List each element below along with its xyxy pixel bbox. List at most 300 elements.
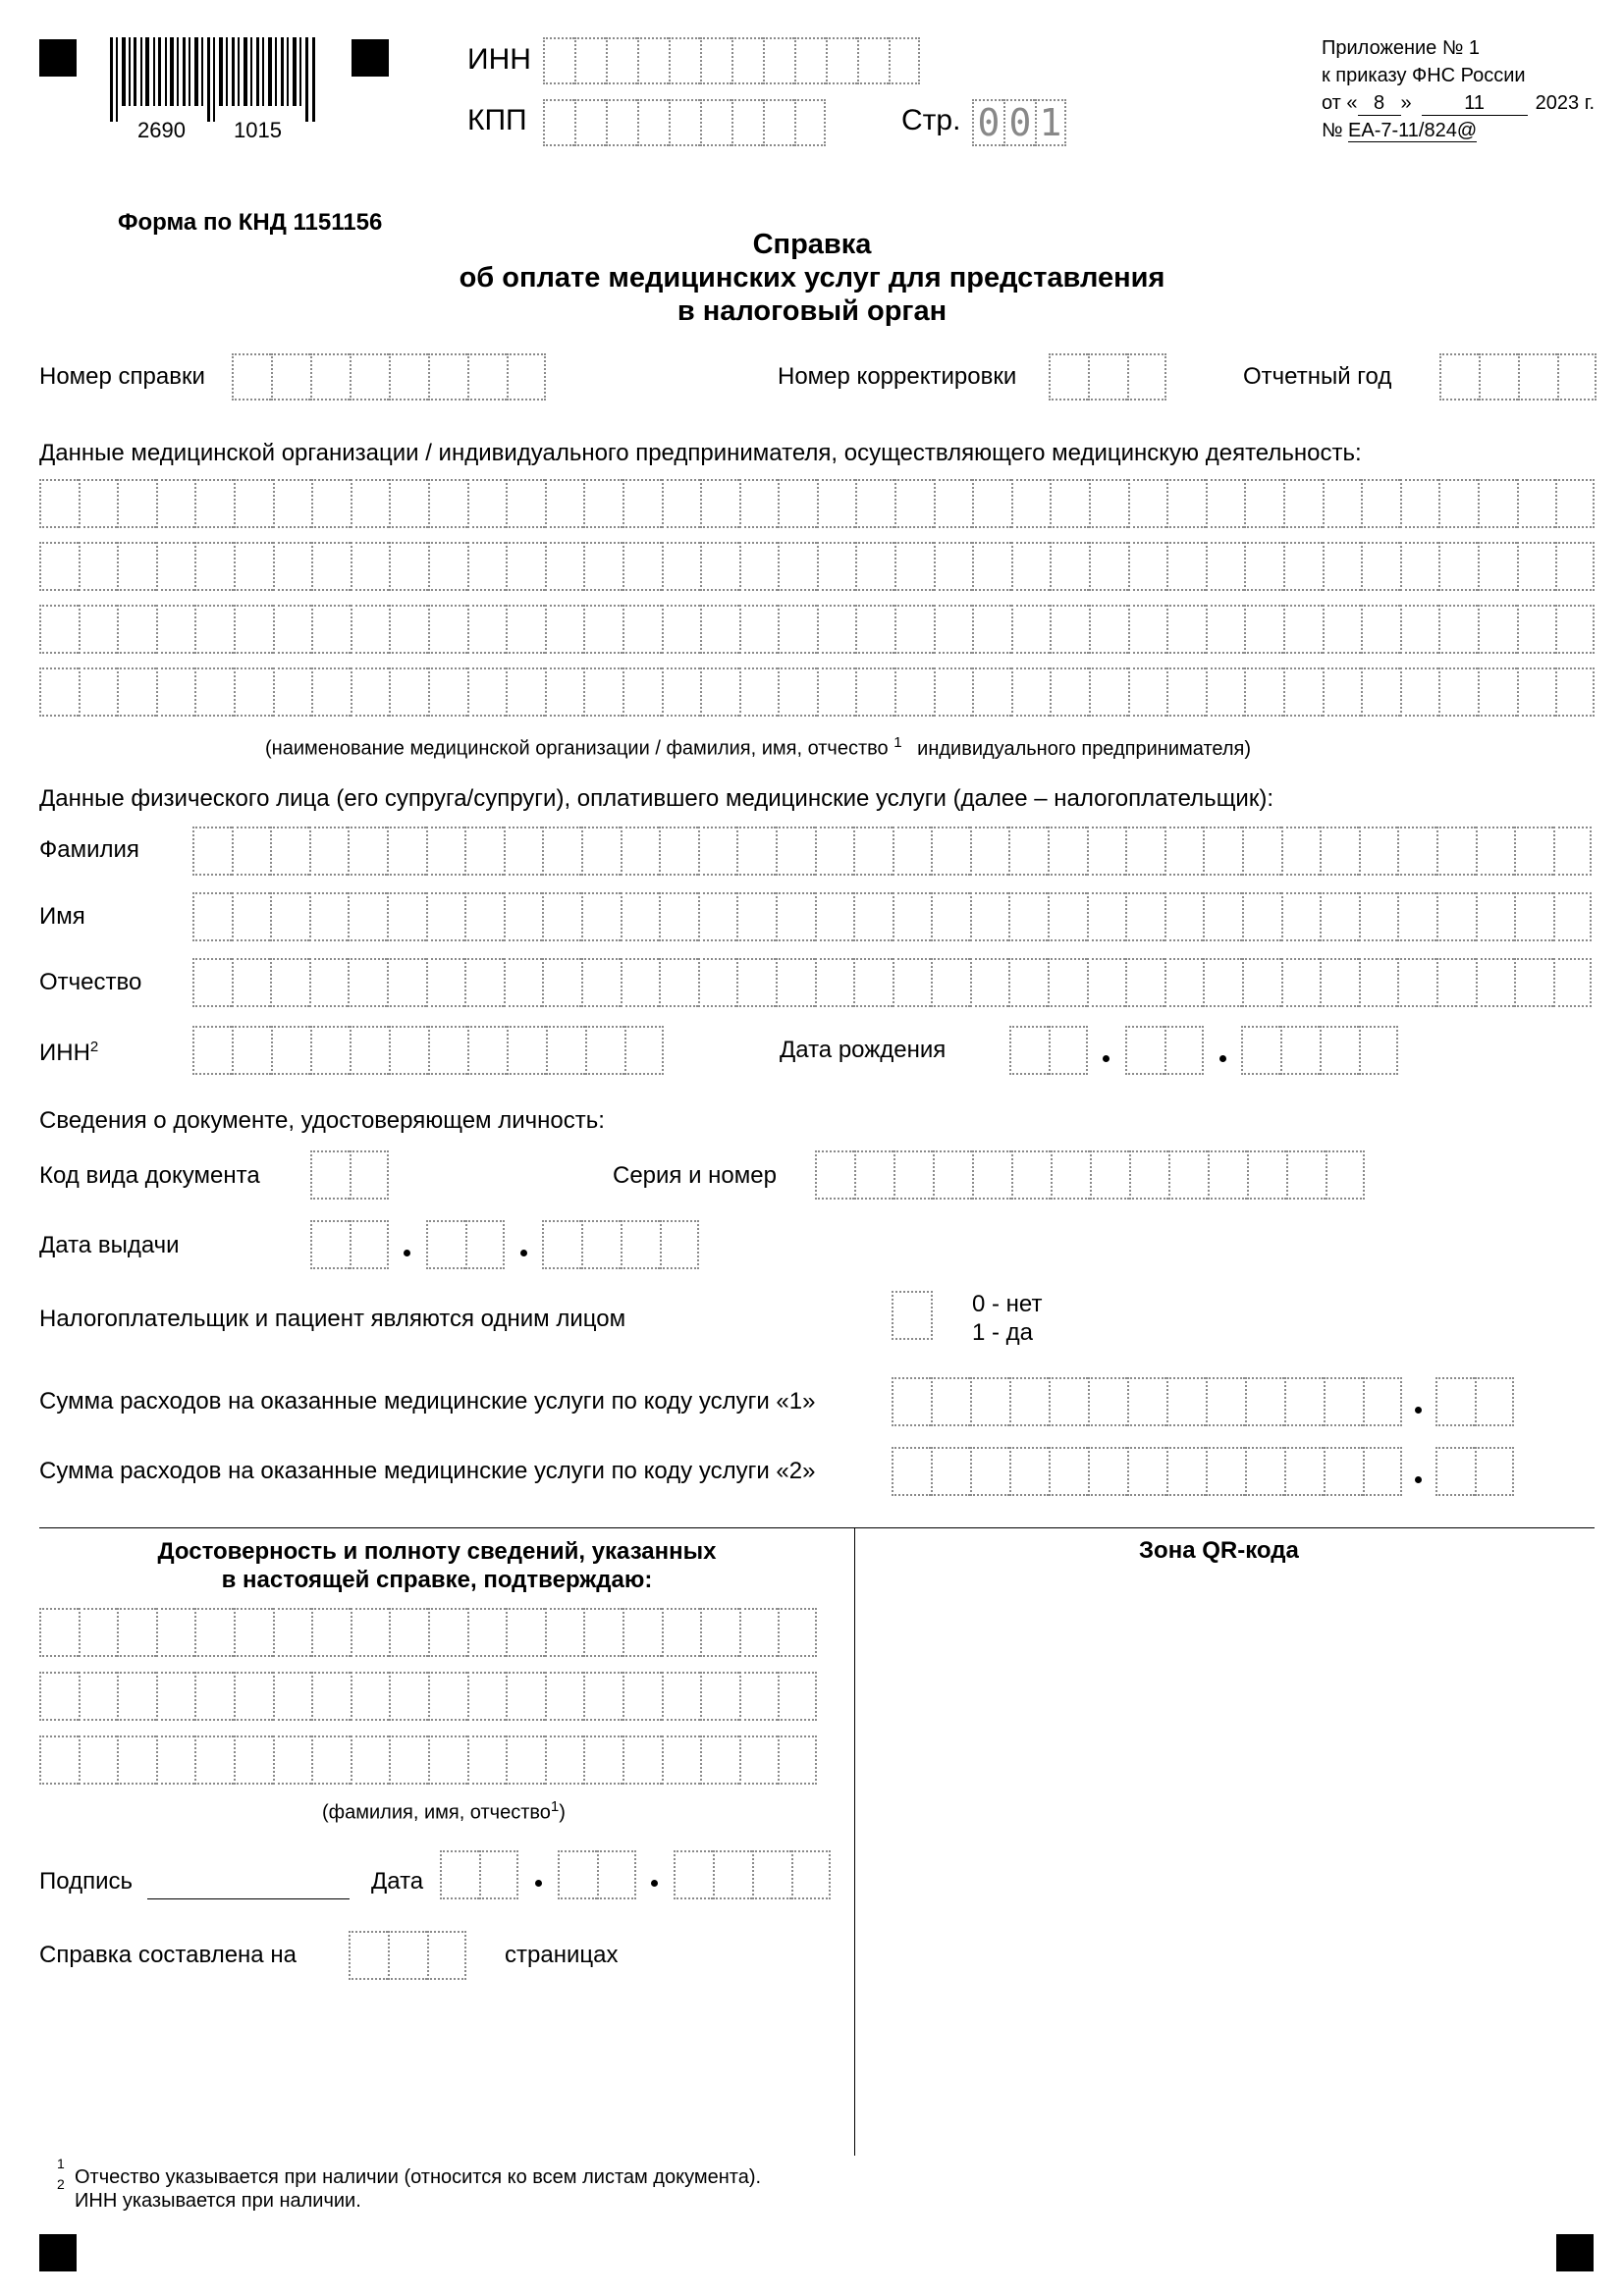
- input-cell[interactable]: [1050, 667, 1089, 717]
- input-cell[interactable]: [311, 1735, 351, 1785]
- input-cell[interactable]: [1400, 667, 1439, 717]
- input-cell[interactable]: [348, 827, 387, 876]
- input-cell[interactable]: [428, 667, 467, 717]
- sum-code-1-rubles[interactable]: [892, 1377, 1402, 1426]
- input-cell[interactable]: [351, 1672, 390, 1721]
- input-cell[interactable]: [931, 827, 970, 876]
- input-cell[interactable]: [1203, 827, 1242, 876]
- input-cell[interactable]: [506, 1735, 545, 1785]
- input-cell[interactable]: [234, 667, 273, 717]
- input-cell[interactable]: [1438, 542, 1478, 591]
- input-cell[interactable]: [273, 542, 312, 591]
- input-cell[interactable]: [1361, 542, 1400, 591]
- input-cell[interactable]: [583, 1735, 623, 1785]
- input-cell[interactable]: [542, 958, 581, 1007]
- input-cell[interactable]: [464, 892, 504, 941]
- input-cell[interactable]: [545, 542, 584, 591]
- input-cell[interactable]: [389, 479, 428, 528]
- input-cell[interactable]: [545, 605, 584, 654]
- input-cell[interactable]: [934, 667, 973, 717]
- input-cell[interactable]: [662, 605, 701, 654]
- input-cell[interactable]: [659, 958, 698, 1007]
- input-cell[interactable]: [1128, 542, 1167, 591]
- input-cell[interactable]: [1242, 892, 1281, 941]
- input-cell[interactable]: [1244, 542, 1283, 591]
- input-cell[interactable]: [273, 667, 312, 717]
- input-cell[interactable]: [855, 542, 894, 591]
- same-person-cell[interactable]: [892, 1291, 933, 1340]
- input-cell[interactable]: [778, 1672, 817, 1721]
- input-cell[interactable]: [736, 827, 776, 876]
- input-cell[interactable]: [467, 542, 507, 591]
- input-cell[interactable]: [1517, 542, 1556, 591]
- sign-day-cells[interactable]: [440, 1850, 518, 1899]
- pages-count-cells[interactable]: [349, 1931, 466, 1980]
- input-cell[interactable]: [156, 605, 195, 654]
- input-cell[interactable]: [234, 1608, 273, 1657]
- input-cell[interactable]: [623, 1735, 662, 1785]
- input-cell[interactable]: [1244, 479, 1283, 528]
- input-cell[interactable]: [1553, 958, 1593, 1007]
- input-cell[interactable]: [659, 892, 698, 941]
- input-cell[interactable]: [698, 827, 737, 876]
- input-cell[interactable]: [389, 1608, 428, 1657]
- input-cell[interactable]: [234, 542, 273, 591]
- input-cell[interactable]: [39, 667, 79, 717]
- input-cell[interactable]: [192, 827, 232, 876]
- input-cell[interactable]: [506, 1672, 545, 1721]
- input-cell[interactable]: [156, 1608, 195, 1657]
- doc-series-cells[interactable]: [815, 1150, 1365, 1200]
- input-cell[interactable]: [931, 958, 970, 1007]
- input-cell[interactable]: [1164, 892, 1204, 941]
- input-cell[interactable]: [1242, 827, 1281, 876]
- input-cell[interactable]: [79, 1608, 118, 1657]
- input-cell[interactable]: [273, 1672, 312, 1721]
- input-cell[interactable]: [39, 542, 79, 591]
- input-cell[interactable]: [117, 1672, 156, 1721]
- input-cell[interactable]: [815, 827, 854, 876]
- input-cell[interactable]: [778, 1608, 817, 1657]
- input-cell[interactable]: [1555, 542, 1595, 591]
- input-cell[interactable]: [117, 542, 156, 591]
- input-cell[interactable]: [428, 1735, 467, 1785]
- input-cell[interactable]: [506, 1608, 545, 1657]
- input-cell[interactable]: [817, 479, 856, 528]
- input-cell[interactable]: [700, 667, 739, 717]
- input-cell[interactable]: [309, 892, 349, 941]
- report-year-cells[interactable]: [1439, 353, 1597, 400]
- input-cell[interactable]: [972, 479, 1011, 528]
- header-kpp-cells[interactable]: [543, 99, 826, 146]
- input-cell[interactable]: [1089, 667, 1128, 717]
- input-cell[interactable]: [1242, 958, 1281, 1007]
- input-cell[interactable]: [739, 542, 779, 591]
- input-cell[interactable]: [662, 1672, 701, 1721]
- input-cell[interactable]: [1361, 605, 1400, 654]
- input-cell[interactable]: [270, 827, 309, 876]
- birth-month-cells[interactable]: [1125, 1026, 1204, 1075]
- input-cell[interactable]: [79, 1672, 118, 1721]
- input-cell[interactable]: [194, 1608, 234, 1657]
- input-cell[interactable]: [1517, 605, 1556, 654]
- input-cell[interactable]: [467, 1735, 507, 1785]
- input-cell[interactable]: [1476, 958, 1515, 1007]
- org-name-row-4[interactable]: [39, 667, 1595, 717]
- input-cell[interactable]: [662, 667, 701, 717]
- input-cell[interactable]: [1008, 827, 1048, 876]
- input-cell[interactable]: [1283, 605, 1323, 654]
- input-cell[interactable]: [623, 605, 662, 654]
- input-cell[interactable]: [659, 827, 698, 876]
- input-cell[interactable]: [234, 1672, 273, 1721]
- input-cell[interactable]: [817, 542, 856, 591]
- input-cell[interactable]: [1400, 542, 1439, 591]
- input-cell[interactable]: [504, 958, 543, 1007]
- surname-cells[interactable]: [192, 827, 1592, 876]
- input-cell[interactable]: [623, 1608, 662, 1657]
- input-cell[interactable]: [1323, 605, 1362, 654]
- input-cell[interactable]: [1166, 667, 1206, 717]
- input-cell[interactable]: [778, 542, 817, 591]
- input-cell[interactable]: [1206, 667, 1245, 717]
- input-cell[interactable]: [1281, 892, 1321, 941]
- input-cell[interactable]: [1517, 479, 1556, 528]
- input-cell[interactable]: [893, 892, 932, 941]
- input-cell[interactable]: [192, 892, 232, 941]
- input-cell[interactable]: [776, 827, 815, 876]
- input-cell[interactable]: [1553, 827, 1593, 876]
- name-cells[interactable]: [192, 892, 1592, 941]
- sum-code-1-kopecks[interactable]: [1435, 1377, 1514, 1426]
- input-cell[interactable]: [1320, 827, 1359, 876]
- correction-number-cells[interactable]: [1049, 353, 1166, 400]
- input-cell[interactable]: [1436, 958, 1476, 1007]
- input-cell[interactable]: [232, 958, 271, 1007]
- input-cell[interactable]: [194, 479, 234, 528]
- input-cell[interactable]: [192, 958, 232, 1007]
- header-inn-cells[interactable]: [543, 37, 920, 84]
- input-cell[interactable]: [739, 1735, 779, 1785]
- input-cell[interactable]: [621, 958, 660, 1007]
- input-cell[interactable]: [504, 892, 543, 941]
- input-cell[interactable]: [1359, 892, 1398, 941]
- input-cell[interactable]: [972, 605, 1011, 654]
- input-cell[interactable]: [542, 892, 581, 941]
- input-cell[interactable]: [542, 827, 581, 876]
- input-cell[interactable]: [583, 479, 623, 528]
- input-cell[interactable]: [389, 667, 428, 717]
- input-cell[interactable]: [1087, 958, 1126, 1007]
- input-cell[interactable]: [426, 958, 465, 1007]
- org-name-row-1[interactable]: [39, 479, 1595, 528]
- input-cell[interactable]: [1283, 479, 1323, 528]
- input-cell[interactable]: [1166, 479, 1206, 528]
- input-cell[interactable]: [194, 1735, 234, 1785]
- input-cell[interactable]: [1244, 667, 1283, 717]
- input-cell[interactable]: [1361, 479, 1400, 528]
- input-cell[interactable]: [194, 605, 234, 654]
- input-cell[interactable]: [1553, 892, 1593, 941]
- input-cell[interactable]: [428, 542, 467, 591]
- input-cell[interactable]: [700, 605, 739, 654]
- confirm-name-row-3[interactable]: [39, 1735, 817, 1785]
- input-cell[interactable]: [545, 1608, 584, 1657]
- input-cell[interactable]: [464, 958, 504, 1007]
- input-cell[interactable]: [1128, 605, 1167, 654]
- input-cell[interactable]: [79, 667, 118, 717]
- org-name-row-2[interactable]: [39, 542, 1595, 591]
- input-cell[interactable]: [467, 479, 507, 528]
- input-cell[interactable]: [467, 1672, 507, 1721]
- input-cell[interactable]: [1125, 892, 1164, 941]
- input-cell[interactable]: [621, 827, 660, 876]
- input-cell[interactable]: [1206, 605, 1245, 654]
- input-cell[interactable]: [273, 479, 312, 528]
- patronymic-cells[interactable]: [192, 958, 1592, 1007]
- input-cell[interactable]: [1478, 605, 1517, 654]
- input-cell[interactable]: [234, 605, 273, 654]
- input-cell[interactable]: [662, 479, 701, 528]
- input-cell[interactable]: [1048, 892, 1087, 941]
- input-cell[interactable]: [39, 1608, 79, 1657]
- input-cell[interactable]: [79, 542, 118, 591]
- input-cell[interactable]: [662, 542, 701, 591]
- input-cell[interactable]: [1438, 605, 1478, 654]
- input-cell[interactable]: [194, 1672, 234, 1721]
- input-cell[interactable]: [351, 605, 390, 654]
- input-cell[interactable]: [623, 1672, 662, 1721]
- input-cell[interactable]: [1555, 667, 1595, 717]
- input-cell[interactable]: [117, 1735, 156, 1785]
- input-cell[interactable]: [387, 958, 426, 1007]
- input-cell[interactable]: [581, 892, 621, 941]
- input-cell[interactable]: [1476, 827, 1515, 876]
- input-cell[interactable]: [1320, 892, 1359, 941]
- input-cell[interactable]: [270, 958, 309, 1007]
- input-cell[interactable]: [698, 892, 737, 941]
- input-cell[interactable]: [309, 958, 349, 1007]
- input-cell[interactable]: [1283, 542, 1323, 591]
- input-cell[interactable]: [351, 479, 390, 528]
- input-cell[interactable]: [1438, 667, 1478, 717]
- input-cell[interactable]: [311, 667, 351, 717]
- input-cell[interactable]: [1323, 542, 1362, 591]
- input-cell[interactable]: [1397, 892, 1436, 941]
- input-cell[interactable]: [893, 958, 932, 1007]
- input-cell[interactable]: [1397, 827, 1436, 876]
- input-cell[interactable]: [739, 1608, 779, 1657]
- input-cell[interactable]: [1555, 605, 1595, 654]
- input-cell[interactable]: [1050, 479, 1089, 528]
- input-cell[interactable]: [1128, 667, 1167, 717]
- input-cell[interactable]: [1008, 892, 1048, 941]
- input-cell[interactable]: [583, 1608, 623, 1657]
- input-cell[interactable]: [934, 479, 973, 528]
- input-cell[interactable]: [1517, 667, 1556, 717]
- input-cell[interactable]: [739, 479, 779, 528]
- input-cell[interactable]: [1359, 827, 1398, 876]
- input-cell[interactable]: [428, 1672, 467, 1721]
- input-cell[interactable]: [1359, 958, 1398, 1007]
- input-cell[interactable]: [467, 667, 507, 717]
- input-cell[interactable]: [39, 1672, 79, 1721]
- input-cell[interactable]: [387, 892, 426, 941]
- input-cell[interactable]: [894, 542, 934, 591]
- input-cell[interactable]: [389, 1672, 428, 1721]
- input-cell[interactable]: [1555, 479, 1595, 528]
- input-cell[interactable]: [1320, 958, 1359, 1007]
- input-cell[interactable]: [934, 605, 973, 654]
- input-cell[interactable]: [467, 605, 507, 654]
- input-cell[interactable]: [504, 827, 543, 876]
- input-cell[interactable]: [348, 958, 387, 1007]
- input-cell[interactable]: [623, 479, 662, 528]
- input-cell[interactable]: [39, 1735, 79, 1785]
- input-cell[interactable]: [234, 1735, 273, 1785]
- input-cell[interactable]: [1050, 542, 1089, 591]
- input-cell[interactable]: [79, 479, 118, 528]
- input-cell[interactable]: [1125, 958, 1164, 1007]
- input-cell[interactable]: [1514, 958, 1553, 1007]
- input-cell[interactable]: [156, 1672, 195, 1721]
- input-cell[interactable]: [545, 667, 584, 717]
- input-cell[interactable]: [698, 958, 737, 1007]
- input-cell[interactable]: [428, 605, 467, 654]
- input-cell[interactable]: [1478, 542, 1517, 591]
- certificate-number-cells[interactable]: [232, 353, 546, 400]
- input-cell[interactable]: [776, 958, 815, 1007]
- input-cell[interactable]: [776, 892, 815, 941]
- input-cell[interactable]: [1478, 479, 1517, 528]
- input-cell[interactable]: [1206, 479, 1245, 528]
- input-cell[interactable]: [1011, 542, 1051, 591]
- input-cell[interactable]: [817, 605, 856, 654]
- input-cell[interactable]: [778, 605, 817, 654]
- input-cell[interactable]: [545, 1735, 584, 1785]
- input-cell[interactable]: [778, 667, 817, 717]
- input-cell[interactable]: [1008, 958, 1048, 1007]
- input-cell[interactable]: [389, 605, 428, 654]
- input-cell[interactable]: [894, 667, 934, 717]
- input-cell[interactable]: [273, 605, 312, 654]
- input-cell[interactable]: [581, 958, 621, 1007]
- input-cell[interactable]: [1125, 827, 1164, 876]
- signature-line[interactable]: [147, 1898, 350, 1899]
- input-cell[interactable]: [855, 479, 894, 528]
- input-cell[interactable]: [855, 605, 894, 654]
- input-cell[interactable]: [232, 892, 271, 941]
- input-cell[interactable]: [428, 1608, 467, 1657]
- input-cell[interactable]: [156, 479, 195, 528]
- input-cell[interactable]: [467, 1608, 507, 1657]
- input-cell[interactable]: [117, 667, 156, 717]
- input-cell[interactable]: [739, 605, 779, 654]
- input-cell[interactable]: [1203, 958, 1242, 1007]
- input-cell[interactable]: [426, 827, 465, 876]
- input-cell[interactable]: [815, 892, 854, 941]
- input-cell[interactable]: [700, 479, 739, 528]
- input-cell[interactable]: [817, 667, 856, 717]
- confirm-name-row-1[interactable]: [39, 1608, 817, 1657]
- input-cell[interactable]: [117, 1608, 156, 1657]
- input-cell[interactable]: [583, 542, 623, 591]
- input-cell[interactable]: [351, 1608, 390, 1657]
- sign-month-cells[interactable]: [558, 1850, 636, 1899]
- org-name-row-3[interactable]: [39, 605, 1595, 654]
- input-cell[interactable]: [972, 667, 1011, 717]
- input-cell[interactable]: [311, 605, 351, 654]
- birth-year-cells[interactable]: [1241, 1026, 1398, 1075]
- input-cell[interactable]: [583, 1672, 623, 1721]
- input-cell[interactable]: [1011, 479, 1051, 528]
- input-cell[interactable]: [234, 479, 273, 528]
- input-cell[interactable]: [1436, 892, 1476, 941]
- input-cell[interactable]: [39, 605, 79, 654]
- input-cell[interactable]: [739, 1672, 779, 1721]
- input-cell[interactable]: [1323, 479, 1362, 528]
- input-cell[interactable]: [506, 479, 545, 528]
- input-cell[interactable]: [1400, 605, 1439, 654]
- input-cell[interactable]: [1323, 667, 1362, 717]
- input-cell[interactable]: [893, 827, 932, 876]
- input-cell[interactable]: [117, 479, 156, 528]
- input-cell[interactable]: [894, 605, 934, 654]
- input-cell[interactable]: [853, 827, 893, 876]
- input-cell[interactable]: [1048, 827, 1087, 876]
- input-cell[interactable]: [1283, 667, 1323, 717]
- input-cell[interactable]: [311, 479, 351, 528]
- input-cell[interactable]: [1011, 667, 1051, 717]
- input-cell[interactable]: [506, 667, 545, 717]
- input-cell[interactable]: [311, 1608, 351, 1657]
- input-cell[interactable]: [311, 542, 351, 591]
- input-cell[interactable]: [1514, 892, 1553, 941]
- input-cell[interactable]: [1281, 827, 1321, 876]
- input-cell[interactable]: [1089, 479, 1128, 528]
- input-cell[interactable]: [232, 827, 271, 876]
- input-cell[interactable]: [387, 827, 426, 876]
- input-cell[interactable]: [506, 605, 545, 654]
- input-cell[interactable]: [389, 1735, 428, 1785]
- input-cell[interactable]: [1011, 605, 1051, 654]
- input-cell[interactable]: [1514, 827, 1553, 876]
- input-cell[interactable]: [583, 605, 623, 654]
- input-cell[interactable]: [1436, 827, 1476, 876]
- input-cell[interactable]: [156, 542, 195, 591]
- sign-year-cells[interactable]: [674, 1850, 831, 1899]
- input-cell[interactable]: [389, 542, 428, 591]
- input-cell[interactable]: [855, 667, 894, 717]
- input-cell[interactable]: [1166, 542, 1206, 591]
- input-cell[interactable]: [1478, 667, 1517, 717]
- input-cell[interactable]: [623, 667, 662, 717]
- input-cell[interactable]: [1203, 892, 1242, 941]
- input-cell[interactable]: [700, 1672, 739, 1721]
- input-cell[interactable]: [970, 892, 1009, 941]
- input-cell[interactable]: [270, 892, 309, 941]
- doc-code-cells[interactable]: [310, 1150, 389, 1200]
- input-cell[interactable]: [545, 1672, 584, 1721]
- input-cell[interactable]: [1087, 827, 1126, 876]
- input-cell[interactable]: [970, 958, 1009, 1007]
- input-cell[interactable]: [778, 479, 817, 528]
- input-cell[interactable]: [1397, 958, 1436, 1007]
- input-cell[interactable]: [273, 1735, 312, 1785]
- input-cell[interactable]: [1089, 605, 1128, 654]
- input-cell[interactable]: [351, 1735, 390, 1785]
- input-cell[interactable]: [156, 667, 195, 717]
